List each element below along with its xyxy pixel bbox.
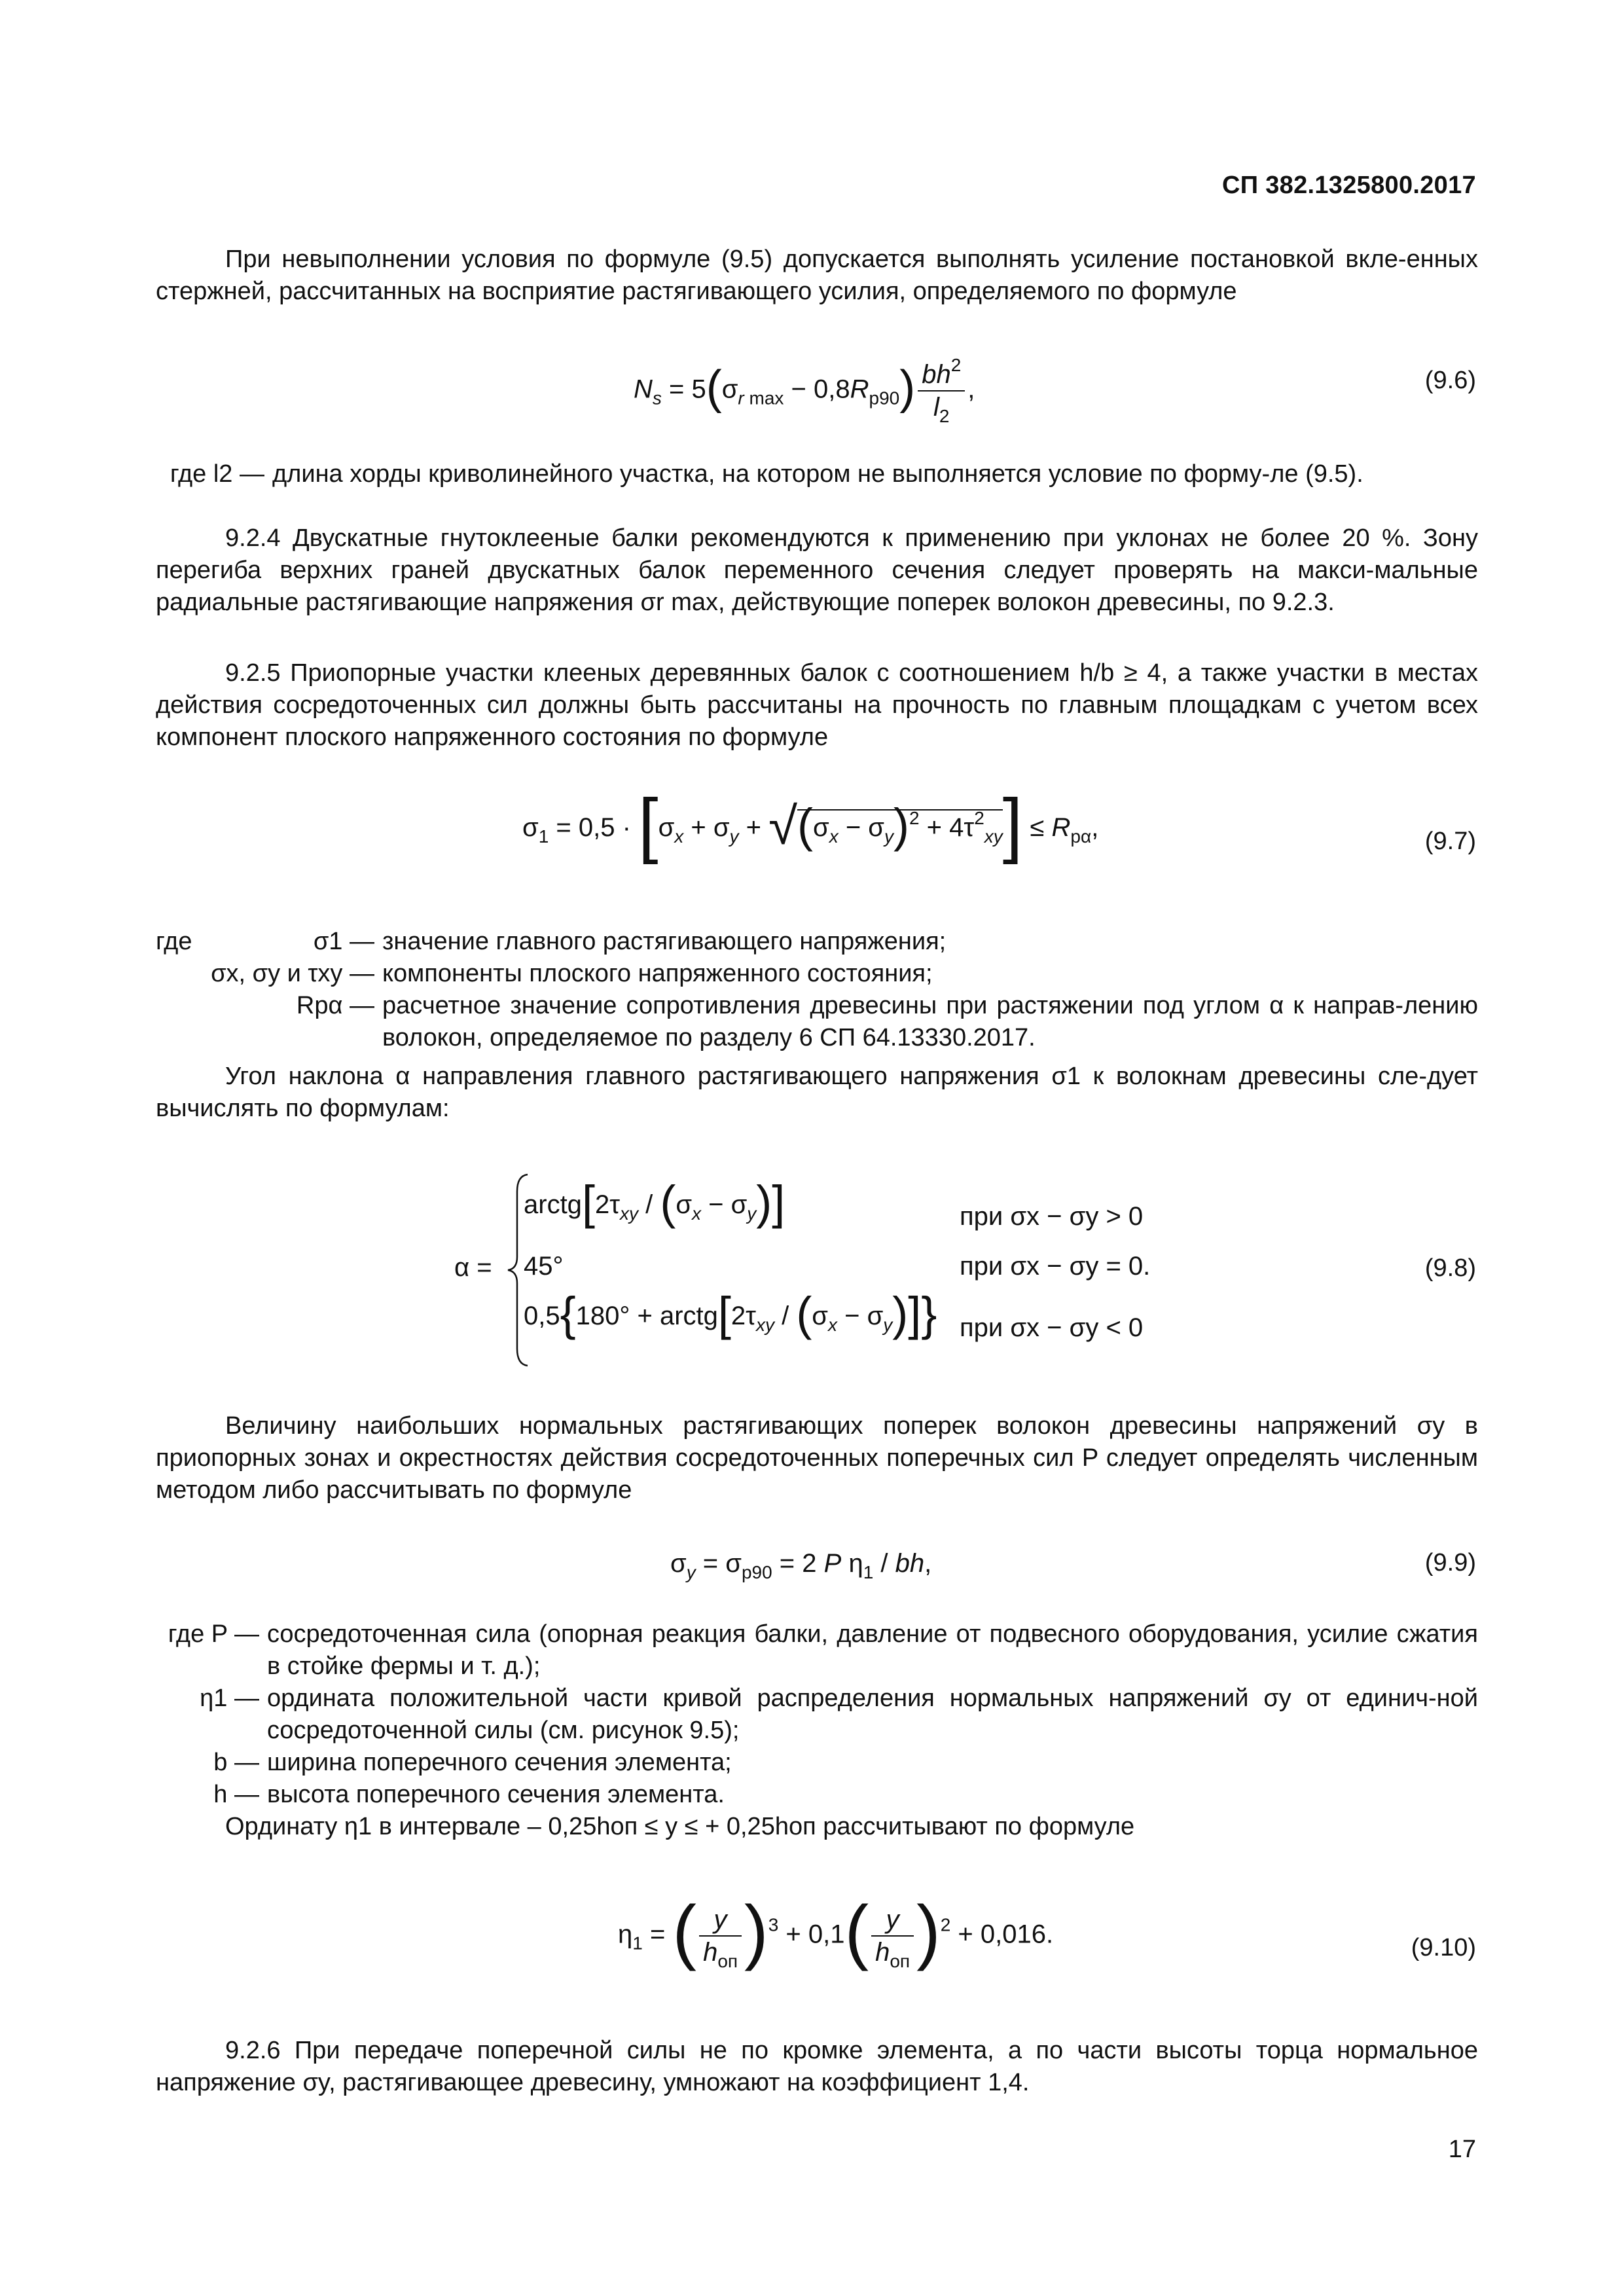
case-3-expression: $0,5\{180^\circ + arctg[2\tau_{xy} / (\sigma_x - \sigma_y)]\}$ (524, 1288, 937, 1341)
definition-symbol: σx, σy и τxy — (211, 960, 374, 987)
case-3-condition: при σx − σy < 0 (960, 1313, 1144, 1342)
definition-symbol: h — (213, 1781, 259, 1808)
paragraph-angle: Угол наклона α направления главного растягивающего напряжения σ1 к волокнам древесины сле-дует вычислять по формулам: (156, 1063, 1478, 1122)
definition-row (156, 458, 1478, 490)
definition-symbol: b — (213, 1749, 259, 1776)
equation-9-9: $\sigma_y = \sigma_{р90} = 2$ P $\eta_1$ / bh, (670, 1549, 932, 1582)
definition-row (156, 1747, 1478, 1779)
definition-symbol: Rpα — (296, 992, 374, 1019)
definition-row (156, 926, 1478, 958)
document-code-header: СП 382.1325800.2017 (1221, 172, 1476, 199)
definition-text: расчетное значение сопротивления древесины при растяжении под углом α к направ-лению волокон, определяемое по разделу 6 СП 64.13330.2017. (382, 992, 1478, 1051)
definition-symbol: где P — (168, 1620, 259, 1648)
definition-text: ширина поперечного сечения элемента; (267, 1749, 732, 1776)
equation-9-7: $\sigma_1 = 0,5 \cdot [\sigma_x + \sigma_y + √(\sigma_x - \sigma_y)^2 + 4\tau^2_{xy}] \le R_{р\alpha}$, (522, 784, 1099, 865)
equation-9-10: $\eta_1$ = ( $\frac{y}{h_{оп}}$ )$^3$ + 0,1( $\frac{y}{h_{оп}}$ )$^2$ + 0,016. (618, 1891, 1054, 1972)
case-2-condition: при σx − σy = 0. (960, 1252, 1151, 1281)
definitions-9-7 (156, 926, 1478, 1054)
case-2-expression: 45° (524, 1252, 564, 1281)
definition-text: компоненты плоского напряженного состояния; (382, 960, 933, 987)
paragraph-9-2-4: 9.2.4 Двускатные гнутоклееные балки рекомендуются к применению при уклонах не более 20 %. Зону перегиба верхних граней двускатных балок переменного сечения следует проверять на макси-мальные радиальные растягивающие напряжения σr max, действующие поперек волокон древесины, по 9.2.3. (156, 524, 1478, 616)
equation-number-9-9: (9.9) (1424, 1549, 1476, 1576)
definition-text: ордината положительной части кривой распределения нормальных напряжений σy от единич-ной сосредоточенной силы (см. рисунок 9.5); (267, 1685, 1478, 1744)
case-1-condition: при σx − σy > 0 (960, 1202, 1144, 1231)
definition-row (156, 958, 1478, 990)
definitions-9-9 (156, 1618, 1478, 1811)
equation-number-9-10: (9.10) (1411, 1934, 1476, 1961)
equation-9-6: $N_s = 5(\sigma_{r max} - 0,8R_{р90})$ $\frac{bh^2}{l_2}$ , (634, 354, 975, 426)
paragraph-9-2-5: 9.2.5 Приопорные участки клееных деревянных балок с соотношением h/b ≥ 4, а также участки в местах действия сосредоточенных сил должны быть рассчитаны на прочность по главным площадкам с учетом всех компонент плоского напряженного состояния по формуле (156, 659, 1478, 751)
definition-row (156, 1683, 1478, 1747)
definition-row (156, 1779, 1478, 1811)
equation-number-9-8: (9.8) (1424, 1254, 1476, 1282)
definition-text: длина хорды криволинейного участка, на котором не выполняется условие по форму-ле (9.5). (272, 460, 1363, 488)
definition-row (156, 990, 1478, 1054)
definitions-9-6 (156, 458, 1478, 490)
paragraph-ordinate: Ординату η1 в интервале – 0,25hоп ≤ y ≤ + 0,25hоп рассчитывают по формуле (225, 1813, 1135, 1840)
definition-text: значение главного растягивающего напряжения; (382, 928, 947, 955)
equation-number-9-6: (9.6) (1424, 367, 1476, 394)
equation-number-9-7: (9.7) (1424, 828, 1476, 855)
equation-9-8-lhs: α = (454, 1253, 492, 1282)
definition-text: высота поперечного сечения элемента. (267, 1781, 725, 1808)
definition-symbol: η1 — (200, 1685, 259, 1712)
paragraph-9-2-6: 9.2.6 При передаче поперечной силы не по кромке элемента, а по части высоты торца нормальное напряжение σy, растягивающее древесину, умножают на коэффициент 1,4. (156, 2037, 1478, 2096)
definition-symbol: σ1 — (313, 928, 374, 955)
paragraph-intro: При невыполнении условия по формуле (9.5) допускается выполнять усиление постановкой вкле-енных стержней, рассчитанных на восприятие растягивающего усилия, определяемого по формуле (156, 246, 1478, 305)
page-number: 17 (1448, 2136, 1476, 2163)
definition-text: сосредоточенная сила (опорная реакция балки, давление от подвесного оборудования, усилие сжатия в стойке фермы и т. д.); (267, 1620, 1478, 1680)
definition-symbol: где l2 — (170, 460, 264, 488)
case-1-expression: $arctg[2\tau_{xy} / (\sigma_x - \sigma_y)]$ (524, 1176, 785, 1230)
definition-row (156, 1618, 1478, 1683)
paragraph-sigma-y: Величину наибольших нормальных растягивающих поперек волокон древесины напряжений σy в приопорных зонах и окрестностях действия сосредоточенных поперечных сил P следует определять численным методом либо рассчитывать по формуле (156, 1412, 1478, 1504)
where-label: где (156, 928, 192, 955)
